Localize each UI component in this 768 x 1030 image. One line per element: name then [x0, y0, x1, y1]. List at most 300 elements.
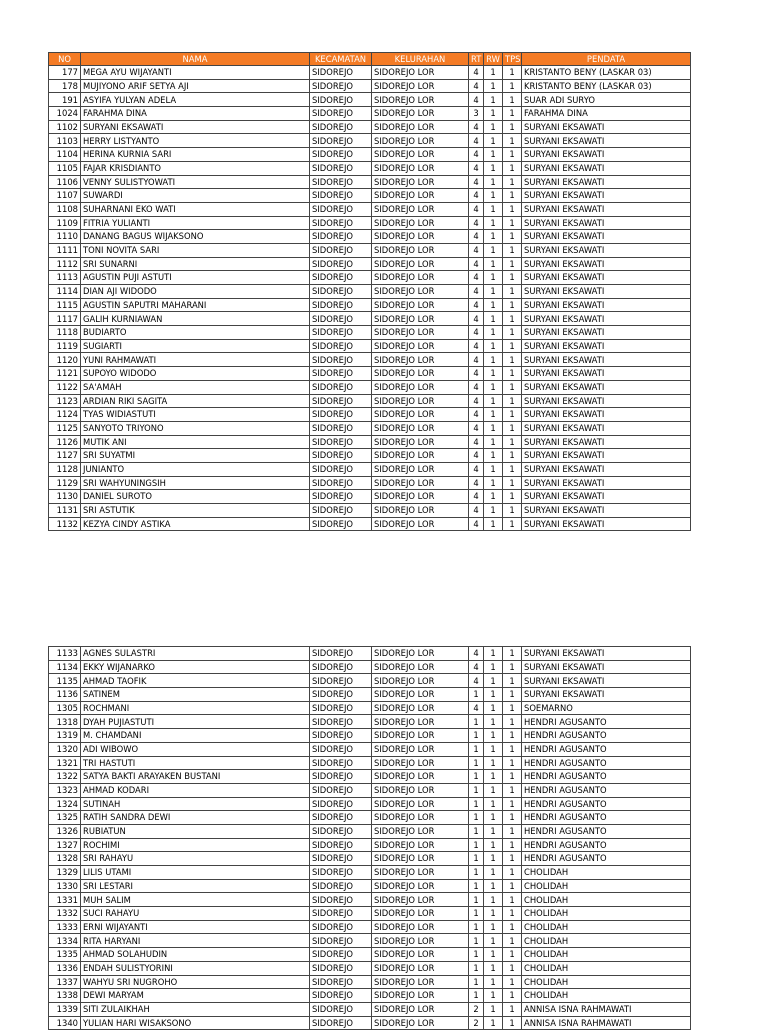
cell-nama: ROCHIMI [81, 838, 310, 852]
cell-rw: 1 [484, 975, 503, 989]
cell-rt: 1 [469, 852, 484, 866]
cell-nama: HERINA KURNIA SARI [81, 148, 310, 162]
cell-pendata: SURYANI EKSAWATI [522, 298, 691, 312]
cell-rw: 1 [484, 920, 503, 934]
cell-pendata: SURYANI EKSAWATI [522, 435, 691, 449]
voter-table-top [48, 52, 691, 531]
cell-nama: SRI WAHYUNINGSIH [81, 476, 310, 490]
cell-no: 1125 [49, 421, 81, 435]
cell-rt: 4 [469, 517, 484, 531]
cell-rw: 1 [484, 312, 503, 326]
cell-tps: 1 [503, 367, 522, 381]
cell-pendata: SURYANI EKSAWATI [522, 517, 691, 531]
cell-nama: TONI NOVITA SARI [81, 243, 310, 257]
table-row [49, 243, 691, 257]
table-row [49, 216, 691, 230]
cell-tps: 1 [503, 476, 522, 490]
cell-no: 177 [49, 66, 81, 80]
cell-rw: 1 [484, 230, 503, 244]
table-row [49, 421, 691, 435]
cell-no: 1110 [49, 230, 81, 244]
table-row [49, 257, 691, 271]
cell-kelurahan: SIDOREJO LOR [372, 243, 469, 257]
cell-rt: 4 [469, 202, 484, 216]
cell-no: 1340 [49, 1016, 81, 1030]
cell-kelurahan: SIDOREJO LOR [372, 462, 469, 476]
cell-nama: RUBIATUN [81, 824, 310, 838]
cell-tps: 1 [503, 175, 522, 189]
table-row [49, 948, 691, 962]
table-row [49, 715, 691, 729]
cell-kecamatan: SIDOREJO [310, 920, 372, 934]
cell-rt: 4 [469, 298, 484, 312]
cell-no: 1128 [49, 462, 81, 476]
cell-kelurahan: SIDOREJO LOR [372, 202, 469, 216]
cell-nama: SRI SUNARNI [81, 257, 310, 271]
cell-nama: ROCHMANI [81, 701, 310, 715]
cell-no: 1338 [49, 989, 81, 1003]
table-row [49, 449, 691, 463]
cell-kelurahan: SIDOREJO LOR [372, 742, 469, 756]
cell-rt: 4 [469, 175, 484, 189]
cell-tps: 1 [503, 783, 522, 797]
cell-no: 1024 [49, 107, 81, 121]
table-row [49, 811, 691, 825]
cell-kecamatan: SIDOREJO [310, 948, 372, 962]
table-row [49, 202, 691, 216]
cell-no: 178 [49, 79, 81, 93]
cell-tps: 1 [503, 380, 522, 394]
cell-pendata: SURYANI EKSAWATI [522, 134, 691, 148]
cell-no: 1121 [49, 367, 81, 381]
cell-pendata: CHOLIDAH [522, 893, 691, 907]
cell-nama: MUJIYONO ARIF SETYA AJI [81, 79, 310, 93]
cell-rw: 1 [484, 285, 503, 299]
table-row [49, 756, 691, 770]
cell-rt: 4 [469, 462, 484, 476]
cell-kecamatan: SIDOREJO [310, 975, 372, 989]
cell-nama: SUPOYO WIDODO [81, 367, 310, 381]
cell-kecamatan: SIDOREJO [310, 660, 372, 674]
cell-kecamatan: SIDOREJO [310, 729, 372, 743]
table-row [49, 298, 691, 312]
header-kelurahan: KELURAHAN [372, 53, 469, 66]
cell-nama: DANIEL SUROTO [81, 490, 310, 504]
cell-nama: MUTIK ANI [81, 435, 310, 449]
cell-nama: ERNI WIJAYANTI [81, 920, 310, 934]
cell-rt: 1 [469, 948, 484, 962]
table-row [49, 93, 691, 107]
cell-tps: 1 [503, 421, 522, 435]
cell-kelurahan: SIDOREJO LOR [372, 175, 469, 189]
cell-tps: 1 [503, 120, 522, 134]
cell-kecamatan: SIDOREJO [310, 435, 372, 449]
cell-tps: 1 [503, 449, 522, 463]
cell-tps: 1 [503, 975, 522, 989]
cell-pendata: ANNISA ISNA RAHMAWATI [522, 1016, 691, 1030]
cell-tps: 1 [503, 660, 522, 674]
cell-rt: 4 [469, 701, 484, 715]
cell-tps: 1 [503, 989, 522, 1003]
cell-no: 1114 [49, 285, 81, 299]
cell-kelurahan: SIDOREJO LOR [372, 824, 469, 838]
cell-rt: 4 [469, 647, 484, 661]
table-row [49, 353, 691, 367]
cell-no: 1336 [49, 961, 81, 975]
cell-kecamatan: SIDOREJO [310, 866, 372, 880]
cell-rw: 1 [484, 879, 503, 893]
cell-pendata: SURYANI EKSAWATI [522, 408, 691, 422]
cell-kelurahan: SIDOREJO LOR [372, 257, 469, 271]
cell-nama: ADI WIBOWO [81, 742, 310, 756]
cell-kelurahan: SIDOREJO LOR [372, 893, 469, 907]
cell-pendata: SURYANI EKSAWATI [522, 647, 691, 661]
cell-rw: 1 [484, 989, 503, 1003]
cell-nama: SUWARDI [81, 189, 310, 203]
cell-kelurahan: SIDOREJO LOR [372, 339, 469, 353]
cell-rt: 1 [469, 797, 484, 811]
table-row [49, 729, 691, 743]
cell-no: 1108 [49, 202, 81, 216]
cell-tps: 1 [503, 490, 522, 504]
cell-rw: 1 [484, 93, 503, 107]
cell-tps: 1 [503, 312, 522, 326]
cell-tps: 1 [503, 257, 522, 271]
cell-pendata: CHOLIDAH [522, 934, 691, 948]
table-row [49, 866, 691, 880]
cell-tps: 1 [503, 797, 522, 811]
cell-kecamatan: SIDOREJO [310, 893, 372, 907]
cell-rw: 1 [484, 271, 503, 285]
cell-rw: 1 [484, 504, 503, 518]
cell-tps: 1 [503, 866, 522, 880]
cell-rw: 1 [484, 660, 503, 674]
cell-kecamatan: SIDOREJO [310, 490, 372, 504]
cell-pendata: HENDRI AGUSANTO [522, 838, 691, 852]
cell-kelurahan: SIDOREJO LOR [372, 230, 469, 244]
cell-pendata: HENDRI AGUSANTO [522, 770, 691, 784]
cell-pendata: SURYANI EKSAWATI [522, 353, 691, 367]
table-row [49, 120, 691, 134]
cell-rw: 1 [484, 107, 503, 121]
cell-kelurahan: SIDOREJO LOR [372, 797, 469, 811]
cell-rw: 1 [484, 729, 503, 743]
cell-nama: SATINEM [81, 688, 310, 702]
cell-rt: 1 [469, 934, 484, 948]
cell-kecamatan: SIDOREJO [310, 961, 372, 975]
cell-rw: 1 [484, 257, 503, 271]
cell-kelurahan: SIDOREJO LOR [372, 688, 469, 702]
cell-tps: 1 [503, 517, 522, 531]
cell-rw: 1 [484, 189, 503, 203]
cell-tps: 1 [503, 879, 522, 893]
table-row [49, 161, 691, 175]
cell-pendata: SURYANI EKSAWATI [522, 660, 691, 674]
cell-pendata: HENDRI AGUSANTO [522, 729, 691, 743]
cell-kelurahan: SIDOREJO LOR [372, 852, 469, 866]
cell-pendata: ANNISA ISNA RAHMAWATI [522, 1002, 691, 1016]
cell-kelurahan: SIDOREJO LOR [372, 353, 469, 367]
cell-nama: VENNY SULISTYOWATI [81, 175, 310, 189]
cell-tps: 1 [503, 93, 522, 107]
cell-tps: 1 [503, 326, 522, 340]
cell-tps: 1 [503, 148, 522, 162]
cell-tps: 1 [503, 161, 522, 175]
cell-rw: 1 [484, 674, 503, 688]
cell-tps: 1 [503, 701, 522, 715]
cell-pendata: SURYANI EKSAWATI [522, 674, 691, 688]
cell-kecamatan: SIDOREJO [310, 1002, 372, 1016]
cell-tps: 1 [503, 920, 522, 934]
cell-rt: 1 [469, 729, 484, 743]
cell-no: 1127 [49, 449, 81, 463]
cell-pendata: SURYANI EKSAWATI [522, 421, 691, 435]
cell-nama: ASYIFA YULYAN ADELA [81, 93, 310, 107]
cell-no: 1122 [49, 380, 81, 394]
cell-rt: 1 [469, 838, 484, 852]
cell-kecamatan: SIDOREJO [310, 175, 372, 189]
cell-rw: 1 [484, 79, 503, 93]
cell-tps: 1 [503, 243, 522, 257]
cell-rw: 1 [484, 756, 503, 770]
cell-rw: 1 [484, 148, 503, 162]
cell-no: 1324 [49, 797, 81, 811]
cell-rw: 1 [484, 797, 503, 811]
cell-pendata: CHOLIDAH [522, 879, 691, 893]
cell-tps: 1 [503, 66, 522, 80]
cell-rt: 4 [469, 216, 484, 230]
cell-kelurahan: SIDOREJO LOR [372, 948, 469, 962]
cell-kecamatan: SIDOREJO [310, 120, 372, 134]
cell-nama: AGUSTIN SAPUTRI MAHARANI [81, 298, 310, 312]
cell-rt: 1 [469, 961, 484, 975]
cell-nama: DIAN AJI WIDODO [81, 285, 310, 299]
cell-kelurahan: SIDOREJO LOR [372, 647, 469, 661]
cell-tps: 1 [503, 948, 522, 962]
cell-rt: 1 [469, 879, 484, 893]
cell-rw: 1 [484, 326, 503, 340]
cell-pendata: SURYANI EKSAWATI [522, 216, 691, 230]
cell-kelurahan: SIDOREJO LOR [372, 408, 469, 422]
cell-rt: 4 [469, 504, 484, 518]
cell-rw: 1 [484, 421, 503, 435]
cell-rt: 4 [469, 476, 484, 490]
cell-tps: 1 [503, 285, 522, 299]
table-row [49, 394, 691, 408]
cell-nama: AHMAD TAOFIK [81, 674, 310, 688]
cell-rw: 1 [484, 367, 503, 381]
cell-rw: 1 [484, 394, 503, 408]
cell-no: 1109 [49, 216, 81, 230]
cell-nama: RITA HARYANI [81, 934, 310, 948]
cell-rt: 4 [469, 380, 484, 394]
cell-pendata: SURYANI EKSAWATI [522, 490, 691, 504]
cell-pendata: HENDRI AGUSANTO [522, 852, 691, 866]
cell-pendata: SURYANI EKSAWATI [522, 339, 691, 353]
cell-rw: 1 [484, 948, 503, 962]
cell-kecamatan: SIDOREJO [310, 504, 372, 518]
cell-tps: 1 [503, 893, 522, 907]
cell-kelurahan: SIDOREJO LOR [372, 367, 469, 381]
cell-kelurahan: SIDOREJO LOR [372, 394, 469, 408]
table-row [49, 797, 691, 811]
cell-rw: 1 [484, 243, 503, 257]
cell-rw: 1 [484, 1002, 503, 1016]
cell-tps: 1 [503, 339, 522, 353]
cell-kelurahan: SIDOREJO LOR [372, 120, 469, 134]
table-row [49, 134, 691, 148]
cell-pendata: SURYANI EKSAWATI [522, 271, 691, 285]
cell-nama: AHMAD KODARI [81, 783, 310, 797]
cell-nama: DEWI MARYAM [81, 989, 310, 1003]
table-row [49, 517, 691, 531]
cell-no: 1333 [49, 920, 81, 934]
cell-pendata: SURYANI EKSAWATI [522, 504, 691, 518]
cell-kelurahan: SIDOREJO LOR [372, 920, 469, 934]
cell-pendata: HENDRI AGUSANTO [522, 742, 691, 756]
cell-tps: 1 [503, 907, 522, 921]
cell-tps: 1 [503, 647, 522, 661]
cell-kelurahan: SIDOREJO LOR [372, 811, 469, 825]
cell-rt: 4 [469, 353, 484, 367]
cell-rw: 1 [484, 161, 503, 175]
cell-rt: 4 [469, 285, 484, 299]
cell-tps: 1 [503, 715, 522, 729]
cell-nama: FARAHMA DINA [81, 107, 310, 121]
cell-kelurahan: SIDOREJO LOR [372, 1016, 469, 1030]
cell-no: 1335 [49, 948, 81, 962]
cell-no: 1132 [49, 517, 81, 531]
cell-kecamatan: SIDOREJO [310, 797, 372, 811]
table-row [49, 476, 691, 490]
cell-rt: 1 [469, 715, 484, 729]
cell-pendata: SURYANI EKSAWATI [522, 367, 691, 381]
cell-tps: 1 [503, 756, 522, 770]
cell-rw: 1 [484, 517, 503, 531]
cell-no: 1129 [49, 476, 81, 490]
cell-tps: 1 [503, 1016, 522, 1030]
cell-pendata: HENDRI AGUSANTO [522, 811, 691, 825]
cell-kecamatan: SIDOREJO [310, 107, 372, 121]
cell-rt: 1 [469, 824, 484, 838]
cell-nama: HERRY LISTYANTO [81, 134, 310, 148]
cell-rw: 1 [484, 1016, 503, 1030]
cell-kelurahan: SIDOREJO LOR [372, 907, 469, 921]
cell-kecamatan: SIDOREJO [310, 202, 372, 216]
cell-kecamatan: SIDOREJO [310, 367, 372, 381]
table-row [49, 79, 691, 93]
cell-rw: 1 [484, 298, 503, 312]
cell-no: 1334 [49, 934, 81, 948]
cell-rt: 1 [469, 770, 484, 784]
cell-rt: 4 [469, 230, 484, 244]
table-row [49, 1016, 691, 1030]
cell-no: 1328 [49, 852, 81, 866]
cell-rw: 1 [484, 824, 503, 838]
cell-no: 1321 [49, 756, 81, 770]
cell-rw: 1 [484, 435, 503, 449]
cell-rw: 1 [484, 408, 503, 422]
table-row [49, 975, 691, 989]
cell-kelurahan: SIDOREJO LOR [372, 216, 469, 230]
cell-nama: M. CHAMDANI [81, 729, 310, 743]
table-row [49, 271, 691, 285]
cell-nama: EKKY WIJANARKO [81, 660, 310, 674]
cell-nama: SANYOTO TRIYONO [81, 421, 310, 435]
cell-nama: YULIAN HARI WISAKSONO [81, 1016, 310, 1030]
cell-pendata: SURYANI EKSAWATI [522, 161, 691, 175]
table-row [49, 701, 691, 715]
cell-nama: ENDAH SULISTYORINI [81, 961, 310, 975]
cell-kelurahan: SIDOREJO LOR [372, 93, 469, 107]
cell-pendata: HENDRI AGUSANTO [522, 797, 691, 811]
cell-rt: 4 [469, 367, 484, 381]
cell-no: 1326 [49, 824, 81, 838]
cell-tps: 1 [503, 435, 522, 449]
cell-no: 1112 [49, 257, 81, 271]
cell-no: 1323 [49, 783, 81, 797]
cell-kelurahan: SIDOREJO LOR [372, 449, 469, 463]
cell-kecamatan: SIDOREJO [310, 674, 372, 688]
cell-no: 1131 [49, 504, 81, 518]
cell-kelurahan: SIDOREJO LOR [372, 271, 469, 285]
cell-tps: 1 [503, 271, 522, 285]
cell-rw: 1 [484, 647, 503, 661]
cell-pendata: HENDRI AGUSANTO [522, 756, 691, 770]
cell-no: 1322 [49, 770, 81, 784]
cell-kelurahan: SIDOREJO LOR [372, 380, 469, 394]
cell-tps: 1 [503, 934, 522, 948]
cell-kecamatan: SIDOREJO [310, 230, 372, 244]
cell-kelurahan: SIDOREJO LOR [372, 134, 469, 148]
cell-rw: 1 [484, 476, 503, 490]
cell-rt: 4 [469, 490, 484, 504]
cell-rt: 4 [469, 660, 484, 674]
cell-no: 191 [49, 93, 81, 107]
table-row [49, 1002, 691, 1016]
cell-pendata: SURYANI EKSAWATI [522, 326, 691, 340]
cell-no: 1332 [49, 907, 81, 921]
table-row [49, 339, 691, 353]
cell-rt: 4 [469, 326, 484, 340]
cell-nama: YUNI RAHMAWATI [81, 353, 310, 367]
cell-rt: 1 [469, 920, 484, 934]
cell-rt: 4 [469, 161, 484, 175]
cell-no: 1103 [49, 134, 81, 148]
cell-kecamatan: SIDOREJO [310, 476, 372, 490]
cell-no: 1330 [49, 879, 81, 893]
cell-kecamatan: SIDOREJO [310, 339, 372, 353]
cell-kecamatan: SIDOREJO [310, 66, 372, 80]
cell-kecamatan: SIDOREJO [310, 285, 372, 299]
cell-tps: 1 [503, 79, 522, 93]
cell-kecamatan: SIDOREJO [310, 989, 372, 1003]
cell-kelurahan: SIDOREJO LOR [372, 674, 469, 688]
cell-tps: 1 [503, 298, 522, 312]
cell-kecamatan: SIDOREJO [310, 79, 372, 93]
cell-rw: 1 [484, 134, 503, 148]
cell-no: 1320 [49, 742, 81, 756]
cell-rt: 3 [469, 107, 484, 121]
cell-kelurahan: SIDOREJO LOR [372, 107, 469, 121]
cell-rw: 1 [484, 838, 503, 852]
header-rw: RW [484, 53, 503, 66]
table-row [49, 660, 691, 674]
cell-rw: 1 [484, 449, 503, 463]
cell-pendata: SURYANI EKSAWATI [522, 476, 691, 490]
cell-nama: SRI SUYATMI [81, 449, 310, 463]
table-row [49, 490, 691, 504]
